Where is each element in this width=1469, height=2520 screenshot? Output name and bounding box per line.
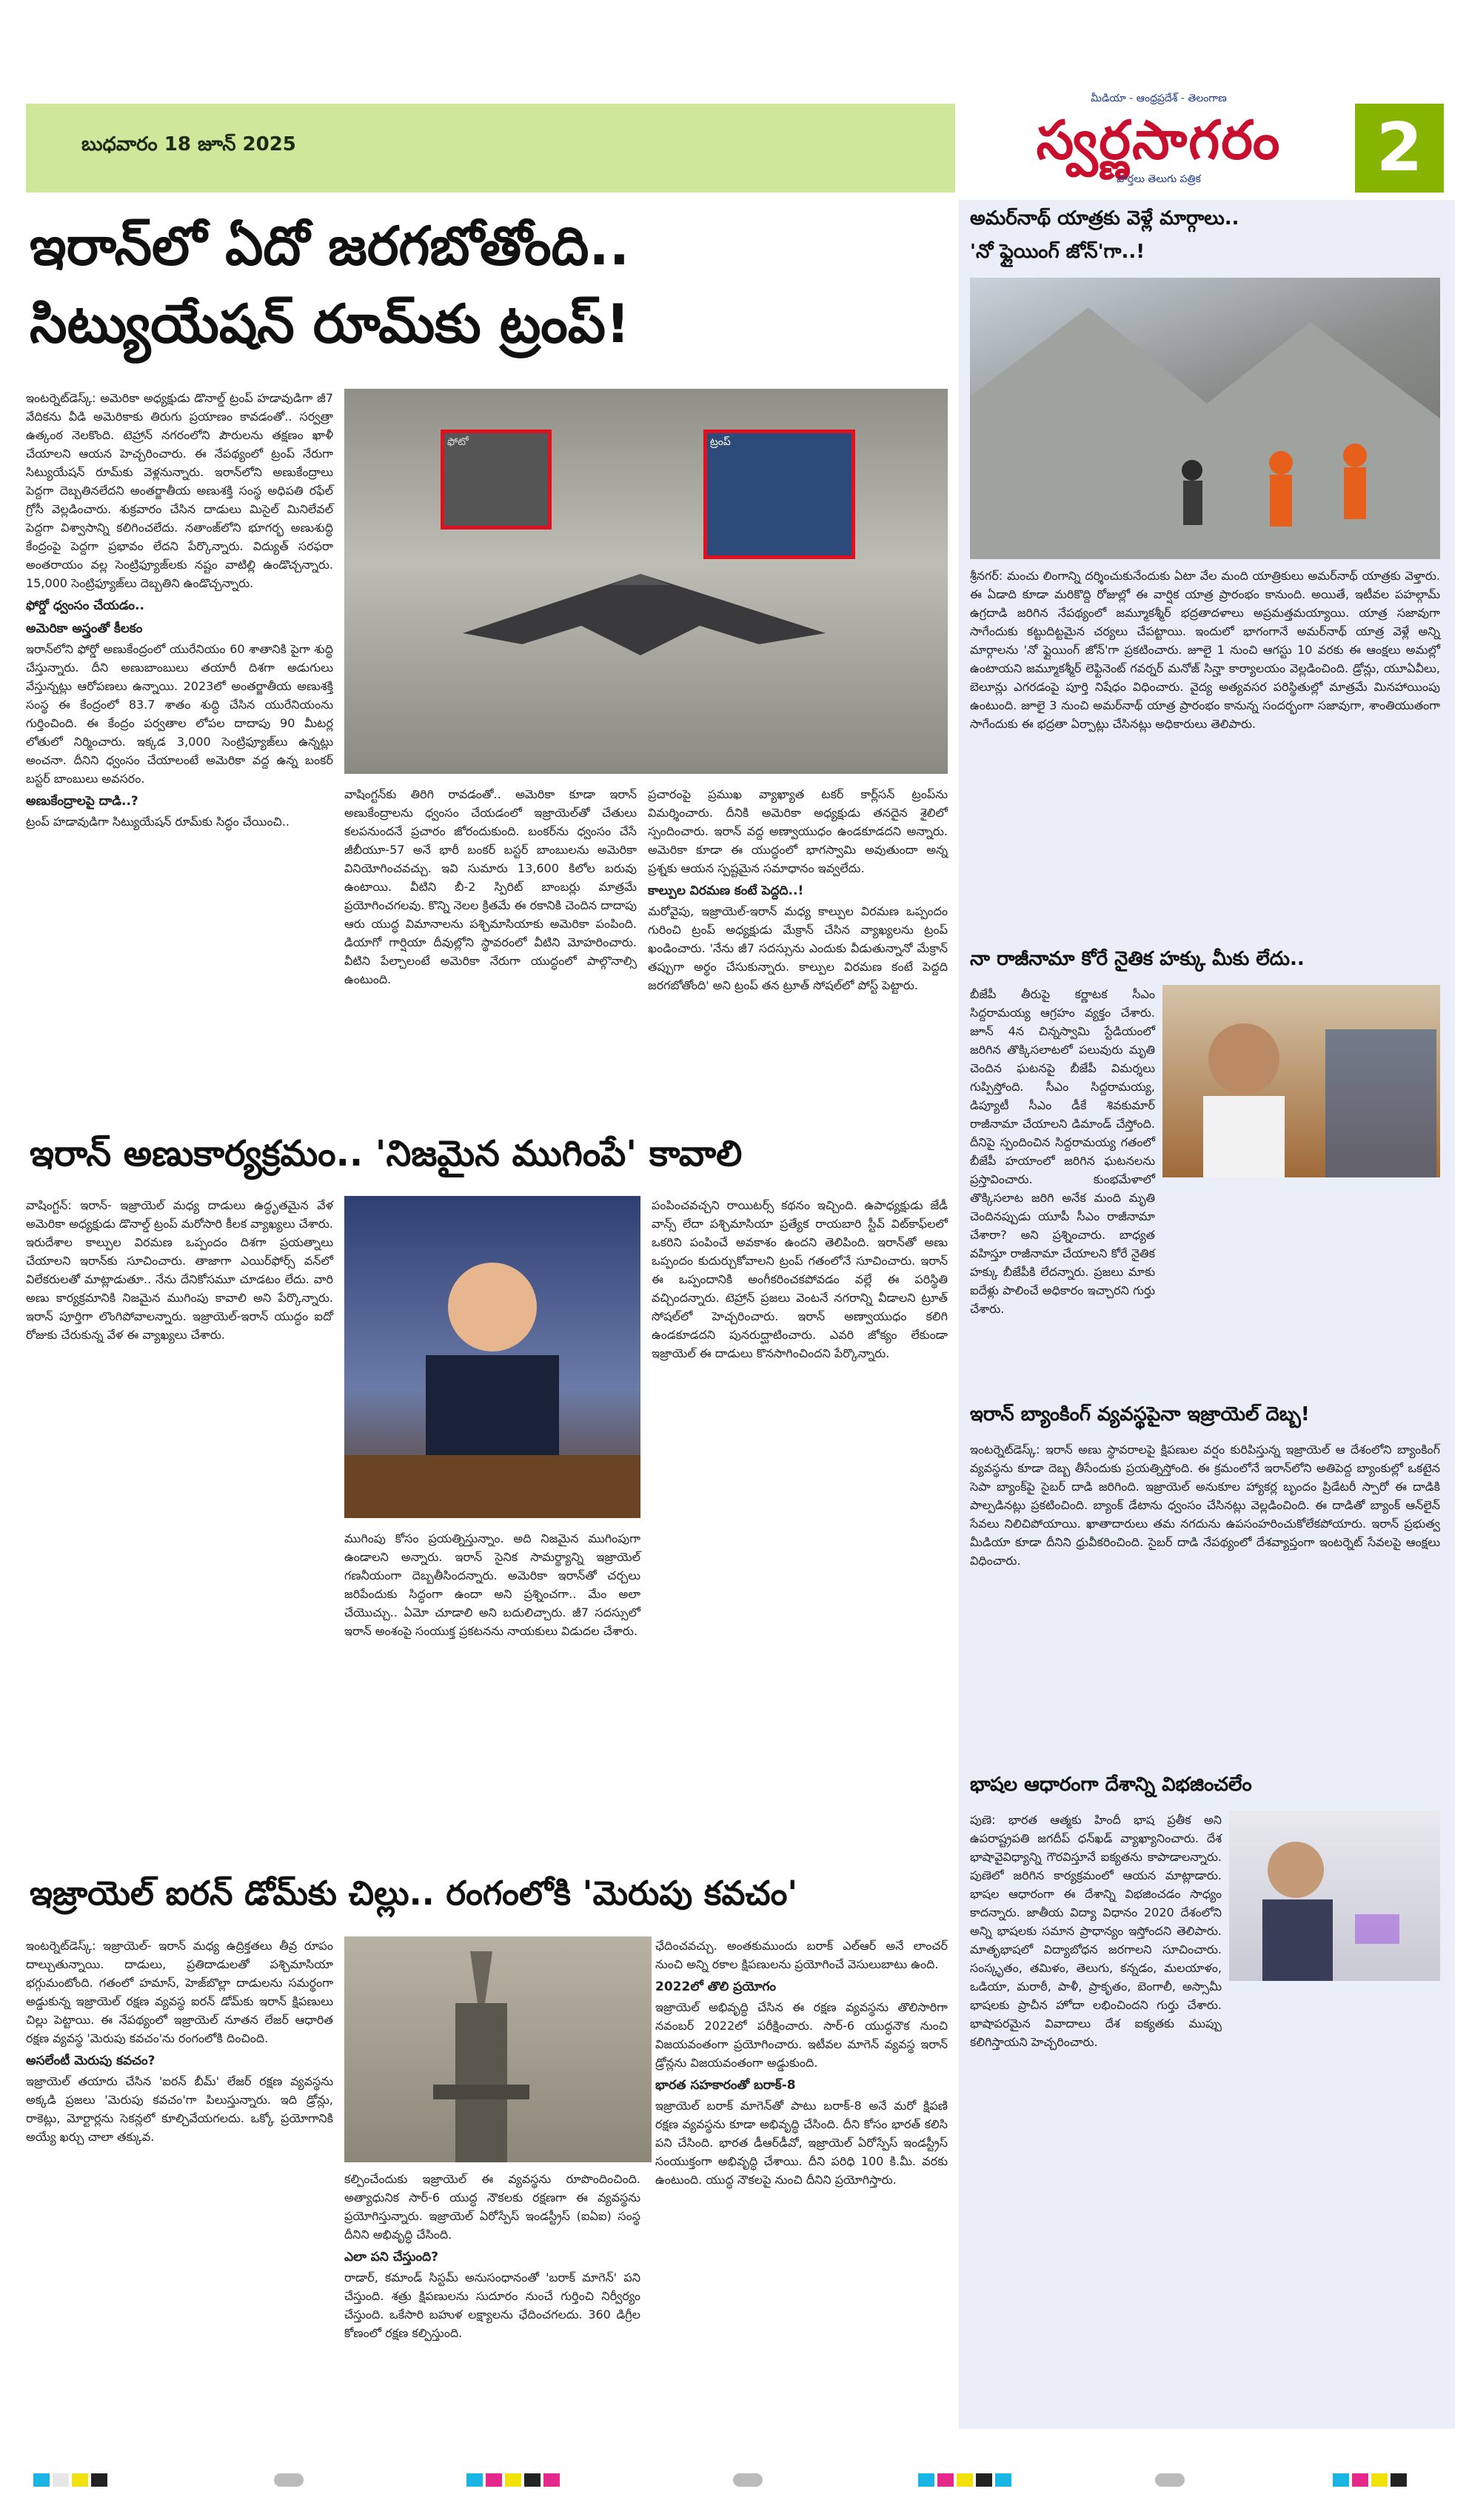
stealth-bomber-photo	[344, 389, 948, 774]
ship-photo	[344, 1936, 652, 2162]
story3-col3b-text: ఇజ్రాయెల్ అభివృద్ధి చేసిన ఈ రక్షణ వ్యవస్థను తొలిసారిగా నవంబర్ 2022లో పరీక్షించారు. సార్-6 యుద్ధనౌక నుంచి విజయవంతంగా ప్రయోగించారు. ఇటీవల మాగెన్ వ్యవస్థ ఇరాన్ డ్రోన్లను విజయవంతంగా అడ్డుకుంది.	[655, 2000, 948, 2070]
sidebar-story1-text	[970, 567, 1440, 937]
politician-portrait-icon	[1162, 985, 1440, 1177]
registration-pill-1	[274, 2473, 304, 2487]
inset-photo-left	[441, 430, 552, 529]
story1-col3-text: ప్రచారంపై ప్రముఖ వ్యాఖ్యాత టకర్ కార్ల్‌సన్ ట్రంప్‌ను విమర్శించారు. దీనికి అమెరికా అధ్యక్షుడు తనదైన శైలిలో స్పందించారు. ఇరాన్ వద్ద అణ్వాయుధం ఉండకూడదని అన్నారు. అమెరికా కూడా ఈ యుద్ధంలో భాగస్వామి అవుతుందా అన్న ప్రశ్నకు ఆయన స్పష్టమైన సమాధానం ఇవ్వలేదు.	[648, 787, 948, 875]
story1-col2-text: వాషింగ్టన్‌కు తిరిగి రావడంతో.. అమెరికా కూడా ఇరాన్ అణుకేంద్రాలను ధ్వంసం చేయడంలో ఇజ్రాయెల్‌తో చేతులు కలపనుందనే ప్రచారం జోరందుకుంది. బంకర్‌ను ధ్వంసం చేసే జీబీయూ-57 అనే భారీ బంకర్ బస్టర్ బాంబులను అమెరికా వినియోగించవచ్చు. ఇవి సుమారు 13,600 కిలోల బరువు ఉంటాయి. వీటిని బీ-2 స్పిరిట్ బాంబర్లు మాత్రమే ప్రయోగించగలవు. కొన్ని నెలల క్రితమే ఈ రకానికి చెందిన దాదాపు ఆరు యుద్ధ విమానాలను పశ్చిమాసియాకు అమెరికా పంపింది. డియాగో గార్షియా దీవుల్లోని స్థావరంలో వీటిని మోహరించారు. వీటిని పేల్చాలంటే అమెరికా నేరుగా యుద్ధంలో పాల్గొనాల్సి ఉంటుంది.	[344, 787, 637, 986]
sidebar-story4-body: పుణె: భారత ఆత్మకు హిందీ భాష ప్రతీక అని ఉపరాష్ట్రపతి జగదీప్ ధన్‌ఖడ్ వ్యాఖ్యానించారు. దేశ భాషావైవిధ్యాన్ని గౌరవిస్తూనే ఐక్యతను కాపాడాలన్నారు. పుణెలో జరిగిన కార్యక్రమంలో ఆయన మాట్లాడారు. భాషల ఆధారంగా ఈ దేశాన్ని విభజించడం సాధ్యం కాదన్నారు. జాతీయ విద్యా విధానం 2020 దేశంలోని అన్ని భాషలకు సమాన ప్రాధాన్యం ఇస్తోందని తెలిపారు. మాతృభాషలో విద్యాబోధన జరగాలని సూచించారు. సంస్కృతం, తమిళం, తెలుగు, కన్నడం, మలయాళం, ఒడియా, మరాఠీ, పాళీ, ప్రాకృతం, బెంగాలీ, అస్సామీ భాషలకు ప్రాచీన హోదా లభించిందని గుర్తు చేశారు. భాషాపరమైన వివాదాలు దేశ ఐక్యతకు ముప్పు కలిగిస్తాయని హెచ్చరించారు.	[970, 1813, 1222, 2049]
story1-column-1	[26, 389, 333, 1122]
story1-subhead-1: ఫోర్డో ధ్వంసం చేయడం..	[26, 598, 144, 613]
story2-column-3	[652, 1196, 948, 1870]
amarnath-photo	[970, 278, 1440, 559]
story1-column-2	[344, 785, 637, 1126]
story3-subhead-2: ఎలా పని చేస్తుంది?	[344, 2250, 438, 2265]
story1-column-3	[648, 785, 948, 1126]
story1-col1b-text: ఇరాన్‌లోని ఫోర్డో అణుకేంద్రంలో యురేనియం 60 శాతానికి పైగా శుద్ధి చేస్తున్నారు. దీని అణుబాంబులు తయారీ దిశగా అడుగులు వేస్తున్నట్లు ఆరోపణలు ఉన్నాయి. 2023లో అంతర్జాతీయ అణుశక్తి సంస్థ ఈ కేంద్రంలో 83.7 శాతం శుద్ధి చేసిన యురేనియంను గుర్తించింది. ఈ కేంద్రం పర్వతాల లోపల దాదాపు 90 మీటర్ల లోతులో నిర్మించారు. ఇక్కడ 3,000 సెంట్రిఫ్యూజ్‌లు ఉన్నట్లు అంచనా. దీనిని ధ్వంసం చేయాలంటే అమెరికా వద్ద ఉన్న బంకర్ బస్టర్ బాంబులు అవసరం.	[26, 642, 333, 786]
story3-col1-text: ఇంటర్నెట్‌డెస్క్: ఇజ్రాయెల్- ఇరాన్ మధ్య ఉద్రిక్తతలు తీవ్ర రూపం దాల్చుతున్నాయి. దాడులు, ప్రతిదాడులతో పశ్చిమాసియా భగ్గుమంటోంది. గతంలో హమాస్, హెజ్‌బొల్లా దాడులను సమర్థంగా అడ్డుకున్న ఇజ్రాయెల్ రక్షణ వ్యవస్థ ఐరన్ డోమ్‌కు ఇరాన్ క్షిపణులు చిల్లు పెట్టాయి. ఈ నేపథ్యంలో ఇజ్రాయెల్ నూతన లేజర్ ఆధారిత రక్షణ వ్యవస్థ 'మెరుపు కవచం'ను రంగంలోకి దించింది.	[26, 1939, 333, 2045]
story3-col3c-text: ఇజ్రాయెల్ బరాక్ మాగెన్‌తో పాటు బరాక్-8 అనే మరో క్షిపణి రక్షణ వ్యవస్థను కూడా అభివృద్ధి చేసింది. దీని కోసం భారత్ కలిసి పని చేసింది. భారత డీఆర్‌డీవో, ఇజ్రాయెల్ ఏరోస్పేస్ ఇండస్ట్రీస్ సంయుక్తంగా అభివృద్ధి చేశాయి. దీని పరిధి 100 కి.మీ. వరకు ఉంటుంది. యుద్ధ నౌకలపై నుంచి దీనిని ప్రయోగిస్తారు.	[655, 2099, 948, 2187]
story3-column-1	[26, 1936, 333, 2447]
story3-subhead-3: 2022లో తొలి ప్రయోగం	[655, 1979, 777, 1994]
story3-subhead-1: అసలేంటీ మెరుపు కవచం?	[26, 2053, 155, 2068]
story3-col2b-text: రాడార్, కమాండ్ సిస్టమ్ అనుసంధానంతో 'బరాక్ మాగెన్' పని చేస్తుంది. శత్రు క్షిపణులను సుదూరం నుంచే గుర్తించి నిర్వీర్యం చేస్తుంది. ఒకేసారి బహుళ లక్ష్యాలను ఛేదించగలదు. 360 డిగ్రీల కోణంలో రక్షణ కల్పిస్తుంది.	[344, 2270, 640, 2340]
dhankhar-photo	[1229, 1811, 1440, 1981]
warship-icon	[344, 1936, 652, 2162]
masthead-subtitle: వార్తలు తెలుగు పత్రిక	[1117, 173, 1201, 185]
sidebar-story3-title: ఇరాన్ బ్యాంకింగ్ వ్యవస్థపైనా ఇజ్రాయెల్ దెబ్బ!	[970, 1403, 1310, 1426]
story1-subhead-3: అణుకేంద్రాలపై దాడి..?	[26, 794, 138, 809]
story2-col1-text: వాషింగ్టన్: ఇరాన్- ఇజ్రాయెల్ మధ్య దాడులు ఉద్ధృతమైన వేళ అమెరికా అధ్యక్షుడు డొనాల్డ్ ట్రంప్ మరోసారి కీలక వ్యాఖ్యలు చేశారు. ఇరుదేశాల కాల్పుల విరమణ ఒప్పందం దిశగా ప్రయత్నాలు చేయాలని ఇరాన్‌కు సూచించారు. తాజాగా ఎయిర్‌ఫోర్స్ వన్‌లో విలేకరులతో మాట్లాడుతూ.. నేను దేనికోసమూ చూడటం లేదు. వారి అణు కార్యక్రమానికి నిజమైన ముగింపు కావాలి అని పేర్కొన్నారు. ఇరాన్ పూర్తిగా లొంగిపోవాలన్నారు. ఇజ్రాయెల్-ఇరాన్ యుద్ధం ఐదో రోజుకు చేరుకున్న వేళ ఈ వ్యాఖ్యలు చేశారు.	[26, 1198, 333, 1342]
color-registration-strip-2	[466, 2473, 563, 2487]
issue-date: బుధవారం 18 జూన్ 2025	[81, 133, 296, 156]
speaker-portrait-icon	[1229, 1811, 1440, 1981]
color-registration-strip-3	[918, 2473, 1014, 2487]
registration-pill-2	[733, 2473, 763, 2487]
sidebar-story4-title: భాషల ఆధారంగా దేశాన్ని విభజించలేం	[970, 1774, 1252, 1796]
inset-photo-trump	[703, 430, 855, 559]
story2-col2-text: ముగింపు కోసం ప్రయత్నిస్తున్నాం. అది నిజమైన ముగింపుగా ఉండాలని అన్నారు. ఇరాన్ సైనిక సామర్థ్యాన్ని ఇజ్రాయెల్ గణనీయంగా దెబ్బతీసిందన్నారు. అమెరికా ఇరాన్‌తో చర్చలు జరిపేందుకు సిద్ధంగా ఉందా అని ప్రశ్నించగా.. మేం అలా చేయొచ్చు.. ఏమో చూడాలి అని బదులిచ్చారు. జీ7 సదస్సులో ఇరాన్ అంశంపై సంయుక్త ప్రకటనను నాయకులు విడుదల చేశారు.	[344, 1531, 640, 1638]
stealth-bomber-icon	[344, 389, 948, 774]
color-registration-strip-1	[33, 2473, 110, 2487]
mountain-pilgrims-icon	[970, 278, 1440, 559]
siddaramaiah-photo	[1162, 985, 1440, 1177]
inset-right-label: ట్రంప్	[710, 436, 731, 448]
sidebar-story1-title-1: అమర్‌నాథ్ యాత్రకు వెళ్లే మార్గాలు..	[970, 207, 1239, 230]
sidebar-story3-body: ఇంటర్నెట్‌డెస్క్: ఇరాన్ అణు స్థావరాలపై క్షిపణుల వర్షం కురిపిస్తున్న ఇజ్రాయెల్ ఆ దేశంలోని బ్యాంకింగ్ వ్యవస్థను కూడా దెబ్బ తీసేందుకు ప్రయత్నిస్తోంది. ఈ క్రమంలోనే ఇరాన్‌లోని అతిపెద్ద బ్యాంకుల్లో ఒకటైన సెపా బ్యాంక్‌పై సైబర్ దాడి జరిగింది. ఇజ్రాయెల్ అనుకూల హ్యాకర్ల బృందం ప్రిడేటరీ స్పారో ఈ దాడికి పాల్పడినట్లు ప్రకటించింది. బ్యాంక్ డేటాను ధ్వంసం చేసినట్లు వెల్లడించింది. ఈ దాడితో బ్యాంక్ ఆన్‌లైన్ సేవలు నిలిచిపోయాయి. ఖాతాదారులు తమ నగదును ఉపసంహరించుకోలేకపోయారు. ఇరాన్ ప్రభుత్వ మీడియా కూడా దీనిని ధ్రువీకరించింది. సైబర్ దాడి నేపథ్యంలో దేశవ్యాప్తంగా ఇంటర్నెట్ సేవలపై ఆంక్షలు విధించారు.	[970, 1443, 1440, 1568]
sidebar-story2-body: బీజేపీ తీరుపై కర్ణాటక సీఎం సిద్దరామయ్య ఆగ్రహం వ్యక్తం చేశారు. జూన్ 4న చిన్నస్వామి స్టేడియంలో జరిగిన తొక్కిసలాటలో పలువురు మృతి చెందిన ఘటనపై బీజేపీ విమర్శలు గుప్పిస్తోంది. సీఎం సిద్దరామయ్య, డిప్యూటీ సీఎం డీకే శివకుమార్ రాజీనామా చేయాలని డిమాండ్ చేస్తోంది. దీనిపై స్పందించిన సిద్దరామయ్య గతంలో బీజేపీ హయాంలో జరిగిన ఘటనలను ప్రస్తావించారు. కుంభమేళాలో తొక్కిసలాట జరిగి అనేక మంది మృతి చెందినప్పుడు యూపీ సీఎం రాజీనామా చేశారా? అని ప్రశ్నించారు. బాధ్యత వహిస్తూ రాజీనామా చేయాలని కోరే నైతిక హక్కు బీజేపీకి లేదన్నారు. ప్రజలు మాకు ఐదేళ్లు పాలించే అధికారం ఇచ్చారని గుర్తు చేశారు.	[970, 987, 1155, 1316]
story1-subhead-2: అమెరికా అస్త్రంతో కీలకం	[26, 621, 143, 636]
story3-column-3	[655, 1936, 948, 2447]
masthead	[966, 93, 1351, 196]
story2-headline: ఇరాన్ అణుకార్యక్రమం.. 'నిజమైన ముగింపే' కావాలి	[30, 1133, 743, 1174]
sidebar-story1-title-2: 'నో ఫ్లైయింగ్ జోన్'గా..!	[970, 241, 1145, 263]
story1-subhead-4: కాల్పుల విరమణ కంటే పెద్దది..!	[648, 883, 804, 898]
story2-column-2	[344, 1529, 640, 1870]
story1-col1-text: ఇంటర్నెట్‌డెస్క్: అమెరికా అధ్యక్షుడు డొనాల్డ్ ట్రంప్ హడావుడిగా జీ7 వేదికను వీడి అమెరికాకు తిరుగు ప్రయాణం కావడంతో.. సర్వత్రా ఉత్కంఠ నెలకొంది. టెహ్రాన్ నగరంలోని పౌరులను తక్షణం ఖాళీ చేయాలని ఆయన హెచ్చరించారు. ఈ నేపథ్యంలో ట్రంప్ నేరుగా సిట్యుయేషన్ రూమ్‌కు వెళ్లనున్నారు. ఇరాన్‌లోని అణుకేంద్రాలు పెద్దగా దెబ్బతినలేదని అంతర్జాతీయ అణుశక్తి సంస్థ అధిపతి రఫేల్ గ్రోసీ వెల్లడించారు. శుక్రవారం చేసిన దాడులు మిసైల్ మినిలేవల్ పెద్దగా విశ్వాసాన్ని కలిగించలేదు. నతాంజ్‌లోని భూగర్భ అణుశుద్ధి కేంద్రంపై పెద్దగా ప్రభావం లేదని పేర్కొన్నారు. విద్యుత్ సరఫరా అంతరాయం వల్ల సెంట్రిఫ్యూజ్‌లకు నష్టం వాటిల్లి ఉండొచ్చన్నారు. 15,000 సెంట్రిఫ్యూజ్‌లు దెబ్బతిని ఉండొచ్చన్నారు.	[26, 391, 333, 590]
story3-col1b-text: ఇజ్రాయెల్ తయారు చేసిన 'ఐరన్ బీమ్' లేజర్ రక్షణ వ్యవస్థను అక్కడి ప్రజలు 'మెరుపు కవచం'గా పిలుస్తున్నారు. ఇది డ్రోన్లు, రాకెట్లు, మోర్టార్లను సెకన్లలో కూల్చివేయగలదు. ఒక్కో ప్రయోగానికి అయ్యే ఖర్చు చాలా తక్కువ.	[26, 2074, 333, 2144]
sidebar-story3-text	[970, 1440, 1440, 1762]
sidebar-story2-text-left	[970, 985, 1155, 1316]
story3-column-2	[344, 2170, 640, 2447]
story1-headline-line2: సిట్యుయేషన్ రూమ్‌కు ట్రంప్!	[30, 293, 630, 355]
story3-col2-text: కల్పించేందుకు ఇజ్రాయెల్ ఈ వ్యవస్థను రూపొందించింది. అత్యాధునిక సార్-6 యుద్ధ నౌకలకు రక్షణగా ఈ వ్యవస్థను ప్రయోగిస్తున్నారు. ఇజ్రాయెల్ ఏరోస్పేస్ ఇండస్ట్రీస్ (ఐఏఐ) సంస్థ దీనిని అభివృద్ధి చేసింది.	[344, 2172, 640, 2242]
sidebar-story4-text	[970, 1811, 1222, 2425]
trump-portrait-icon	[344, 1196, 640, 1518]
story2-column-1	[26, 1196, 333, 1870]
page-number: 2	[1355, 104, 1444, 193]
story3-headline: ఇజ్రాయెల్ ఐరన్ డోమ్‌కు చిల్లు.. రంగంలోకి 'మెరుపు కవచం'	[30, 1874, 798, 1913]
sidebar-story2-title: నా రాజీనామా కోరే నైతిక హక్కు మీకు లేదు..	[970, 948, 1305, 970]
masthead-title: స్వర్ణసాగరం	[1036, 109, 1282, 171]
registration-pill-3	[1155, 2473, 1185, 2487]
sidebar-story1-body: శ్రీనగర్: మంచు లింగాన్ని దర్శించుకునేందుకు ఏటా వేల మంది యాత్రికులు అమర్‌నాథ్ యాత్రకు వెళ్తారు. ఈ ఏడాది కూడా మరికొద్ది రోజుల్లో ఈ వార్షిక యాత్ర ప్రారంభం కానుంది. అయితే, ఇటీవల పహల్గామ్ ఉగ్రదాడి జరిగిన నేపథ్యంలో జమ్మూకశ్మీర్ భద్రతాదళాలు అప్రమత్తమయ్యాయి. యాత్ర సజావుగా సాగేందుకు కట్టుదిట్టమైన చర్యలు చేపట్టాయి. ఇందులో భాగంగానే అమర్‌నాథ్ యాత్ర వెళ్లే అన్ని మార్గాలను 'నో ఫ్లైయింగ్ జోన్'గా ప్రకటించారు. జూలై 1 నుంచి ఆగస్టు 10 వరకు ఈ ఆంక్షలు అమల్లో ఉంటాయని జమ్మూకశ్మీర్ లెఫ్టినెంట్ గవర్నర్ మనోజ్ సిన్హా కార్యాలయం వెల్లడించింది. డ్రోన్లు, యూఏవీలు, బెలూన్లు ఎగరడంపై పూర్తి నిషేధం విధించారు. వైద్య అత్యవసర పరిస్థితుల్లో మాత్రమే మినహాయింపు ఉంటుంది. జూలై 3 నుంచి అమర్‌నాథ్ యాత్ర ప్రారంభం కానున్న సందర్భంగా సజావుగా, శాంతియుతంగా సాగేందుకు ఈ భద్రతా ఏర్పాట్లు చేసినట్లు అధికారులు తెలిపారు.	[970, 569, 1440, 731]
color-registration-strip-4	[1333, 2473, 1410, 2487]
story3-subhead-4: భారత సహకారంతో బరాక్-8	[655, 2078, 796, 2093]
story2-col3-text: పంపించవచ్చని రాయిటర్స్ కథనం ఇచ్చింది. ఉపాధ్యక్షుడు జేడీ వాన్స్ లేదా పశ్చిమాసియా ప్రత్యేక రాయబారి స్టీవ్ విట్‌కాఫ్‌లలో ఒకరిని పంపించే అవకాశం ఉందని తెలిపింది. ఇరాన్‌తో అణు ఒప్పందం కుదుర్చుకోవాలని ట్రంప్ గతంలోనే సూచించారు. ఇరాన్ ఈ ఒప్పందానికి అంగీకరించకపోవడం వల్లే ఈ పరిస్థితి వచ్చిందన్నారు. టెహ్రాన్ ప్రజలు వెంటనే నగరాన్ని వీడాలని ట్రూత్ సోషల్‌లో హెచ్చరించారు. ఇరాన్ అణ్వాయుధం కలిగి ఉండకూడదని పునరుద్ఘాటించారు. ఎవరి జోక్యం లేకుండా ఇజ్రాయెల్ ఈ దాడులు కొనసాగించిందని పేర్కొన్నారు.	[652, 1198, 948, 1360]
trump-photo	[344, 1196, 640, 1518]
story3-col3-text: ఛేదించవచ్చు. అంతకుముందు బరాక్ ఎల్‌ఆర్ అనే లాంచర్ నుంచి అన్ని రకాల క్షిపణులను ప్రయోగించే వెసులుబాటు ఉంది.	[655, 1939, 948, 1971]
story1-col1c-text: ట్రంప్ హడావుడిగా సిట్యుయేషన్ రూమ్‌కు సిద్ధం చేయించి..	[26, 815, 290, 829]
story1-headline-line1: ఇరాన్‌లో ఏదో జరగబోతోంది..	[30, 215, 630, 277]
masthead-tagline: మీడియా - ఆంధ్రప్రదేశ్ - తెలంగాణ	[1091, 93, 1227, 104]
inset-left-label: ఫోటో	[447, 436, 469, 448]
story1-col3b-text: మరోవైపు, ఇజ్రాయెల్-ఇరాన్ మధ్య కాల్పుల విరమణ ఒప్పందం గురించి ట్రంప్ అధ్యక్షుడు మేక్రాన్ చేసిన వ్యాఖ్యలను ట్రంప్ ఖండించారు. 'నేను జీ7 సదస్సును ఎందుకు వీడుతున్నానో మేక్రాన్ తప్పుగా అర్థం చేసుకున్నారు. కాల్పుల విరమణ కంటే పెద్దది జరగబోతోంది' అని ట్రంప్ తన ట్రూత్ సోషల్‌లో పోస్ట్ పెట్టారు.	[648, 904, 948, 992]
